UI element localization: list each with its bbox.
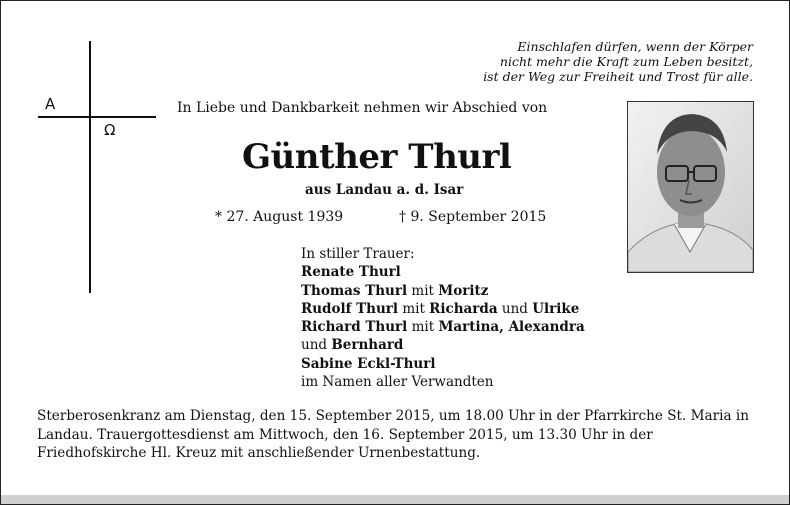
mourner-line: Sabine Eckl-Thurl (301, 355, 436, 372)
mourner-line (301, 282, 585, 300)
deceased-name: Günther Thurl (242, 137, 512, 177)
connector-text: mit (411, 319, 435, 336)
cross-vertical-bar (89, 41, 91, 293)
connector-text: und (501, 300, 528, 317)
intro-line: In Liebe und Dankbarkeit nehmen wir Abschied von (177, 100, 548, 116)
mourners-list (301, 245, 585, 391)
mourner-name: Thomas Thurl (301, 282, 408, 299)
connector-text: mit (411, 282, 434, 299)
mourner-name: Martina, Alexandra (438, 319, 585, 336)
death-date: † 9. September 2015 (399, 209, 547, 225)
mourner-line (301, 336, 585, 354)
bottom-border (1, 495, 789, 504)
mourners-heading: In stiller Trauer: (301, 246, 415, 262)
mourner-name: Richard Thurl (301, 319, 408, 336)
mourner-line: im Namen aller Verwandten (301, 374, 494, 391)
funeral-details: Sterberosenkranz am Dienstag, den 15. September 2015, um 18.00 Uhr in der Pfarrkirche St. Maria in Landau. Trauergottesdienst am Mittwoch, den 16. September 2015, um 13.30 Uhr in der Friedhofskirche Hl. Kreuz mit anschließender Urnenbestattung. (37, 408, 750, 461)
alpha-symbol: A (45, 95, 56, 113)
deceased-origin: aus Landau a. d. Isar (305, 182, 464, 198)
mourner-name: Bernhard (331, 337, 404, 354)
mourner-name: Ulrike (532, 300, 580, 317)
connector-text: und (301, 337, 328, 354)
mourner-line: Renate Thurl (301, 264, 401, 281)
mourner-line (301, 300, 585, 318)
quote-line: ist der Weg zur Freiheit und Trost für alle. (483, 69, 753, 84)
cross-horizontal-bar (38, 116, 156, 118)
mourner-name: Rudolf Thurl (301, 300, 399, 317)
omega-symbol: Ω (104, 121, 116, 139)
birth-date: * 27. August 1939 (215, 209, 344, 225)
mourner-name: Richarda (429, 300, 498, 317)
connector-text: mit (402, 300, 425, 317)
portrait-image (628, 102, 753, 272)
mourner-name: Moritz (438, 282, 489, 299)
memorial-quote (453, 39, 753, 84)
quote-line: Einschlafen dürfen, wenn der Körper (517, 39, 753, 54)
quote-line: nicht mehr die Kraft zum Leben besitzt, (499, 54, 753, 69)
mourner-line (301, 318, 585, 336)
portrait-photo (627, 101, 754, 273)
